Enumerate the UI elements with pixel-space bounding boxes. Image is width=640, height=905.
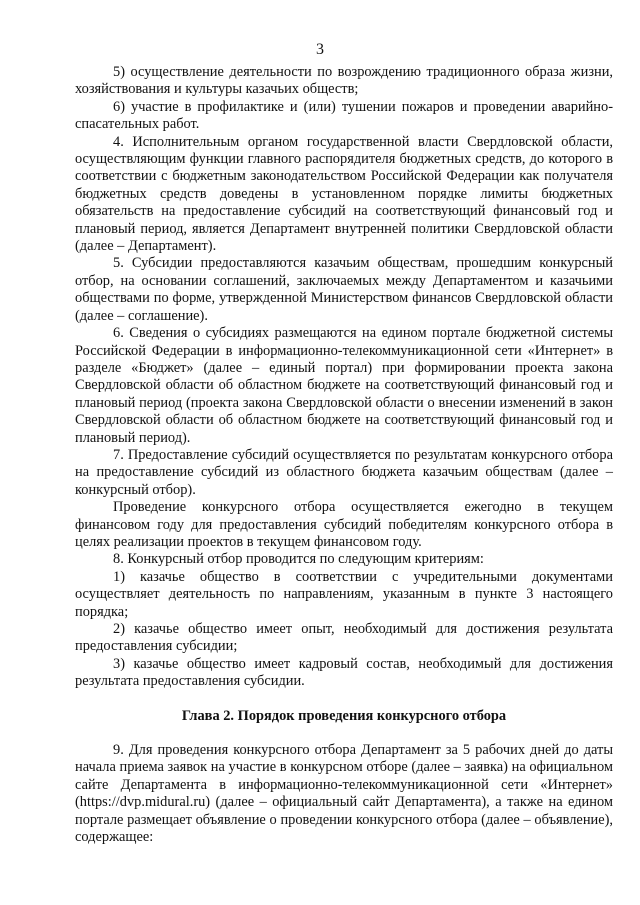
paragraph-6-subsidy-info: 6. Сведения о субсидиях размещаются на едином портале бюджетной системы Российской Федерации в информационно-телекоммуникационной сети «Интернет» в разделе «Бюджет» (далее – единый портал) при формировании проекта закона Свердловской области об областном бюджете на соответствующий финансовый год и плановый период (проекта закона Свердловской области о внесении изменений в закон Свердловской области об областном бюджете на соответствующий финансовый год и плановый период). <box>75 325 613 446</box>
paragraph-4-executive-body: 4. Исполнительным органом государственной власти Свердловской области, осуществляющим функции главного распорядителя бюджетных средств, до которого в соответствии с бюджетным законодательством Российской Федерации как получателя бюджетных средств доведены в установленном порядке лимиты бюджетных обязательств на предоставление субсидий на соответствующий финансовый год и плановый период, является Департамент внутренней политики Свердловской области (далее – Департамент). <box>75 133 613 255</box>
paragraph-item-6-fire: 6) участие в профилактике и (или) тушении пожаров и проведении аварийно-спасательных работ. <box>75 98 613 133</box>
criterion-3: 3) казачье общество имеет кадровый состав, необходимый для достижения результата предоставления субсидии. <box>75 655 613 690</box>
paragraph-8-criteria: 8. Конкурсный отбор проводится по следующим критериям: <box>113 551 484 568</box>
paragraph-9-announcement: 9. Для проведения конкурсного отбора Департамент за 5 рабочих дней до даты начала приема заявок на участие в конкурсном отборе (далее – заявка) на официальном сайте Департамента в информационно-телекоммуникационной сети «Интернет» (https://dvp.midural.ru) (далее – официальный сайт Департамента), а также на едином портале размещает объявление о проведении конкурсного отбора (далее – объявление), содержащее: <box>75 742 613 846</box>
chapter-heading: Глава 2. Порядок проведения конкурсного отбора <box>181 707 507 724</box>
paragraph-5-subsidies-agreements: 5. Субсидии предоставляются казачьим обществам, прошедшим конкурсный отбор, на основании соглашений, заключаемых между Департаментом и казачьими обществами по форме, утвержденной Министерством финансов Свердловской области (далее – соглашение). <box>75 255 613 324</box>
document-body <box>75 64 613 846</box>
page-number: 3 <box>316 41 324 58</box>
paragraph-selection-annual: Проведение конкурсного отбора осуществляется ежегодно в текущем финансовом году для предоставления субсидий победителям конкурсного отбора в целях реализации проектов в текущем финансовом году. <box>75 499 613 550</box>
paragraph-item-5-revival: 5) осуществление деятельности по возрождению традиционного образа жизни, хозяйствования и культуры казачьих обществ; <box>75 64 613 98</box>
criterion-2: 2) казачье общество имеет опыт, необходимый для достижения результата предоставления субсидии; <box>75 621 613 655</box>
criterion-1: 1) казачье общество в соответствии с учредительными документами осуществляет деятельность по направлениям, указанным в пункте 3 настоящего порядка; <box>75 568 613 620</box>
paragraph-7-competitive-selection: 7. Предоставление субсидий осуществляется по результатам конкурсного отбора на предоставление субсидий из областного бюджета казачьим обществам (далее – конкурсный отбор). <box>75 446 613 498</box>
